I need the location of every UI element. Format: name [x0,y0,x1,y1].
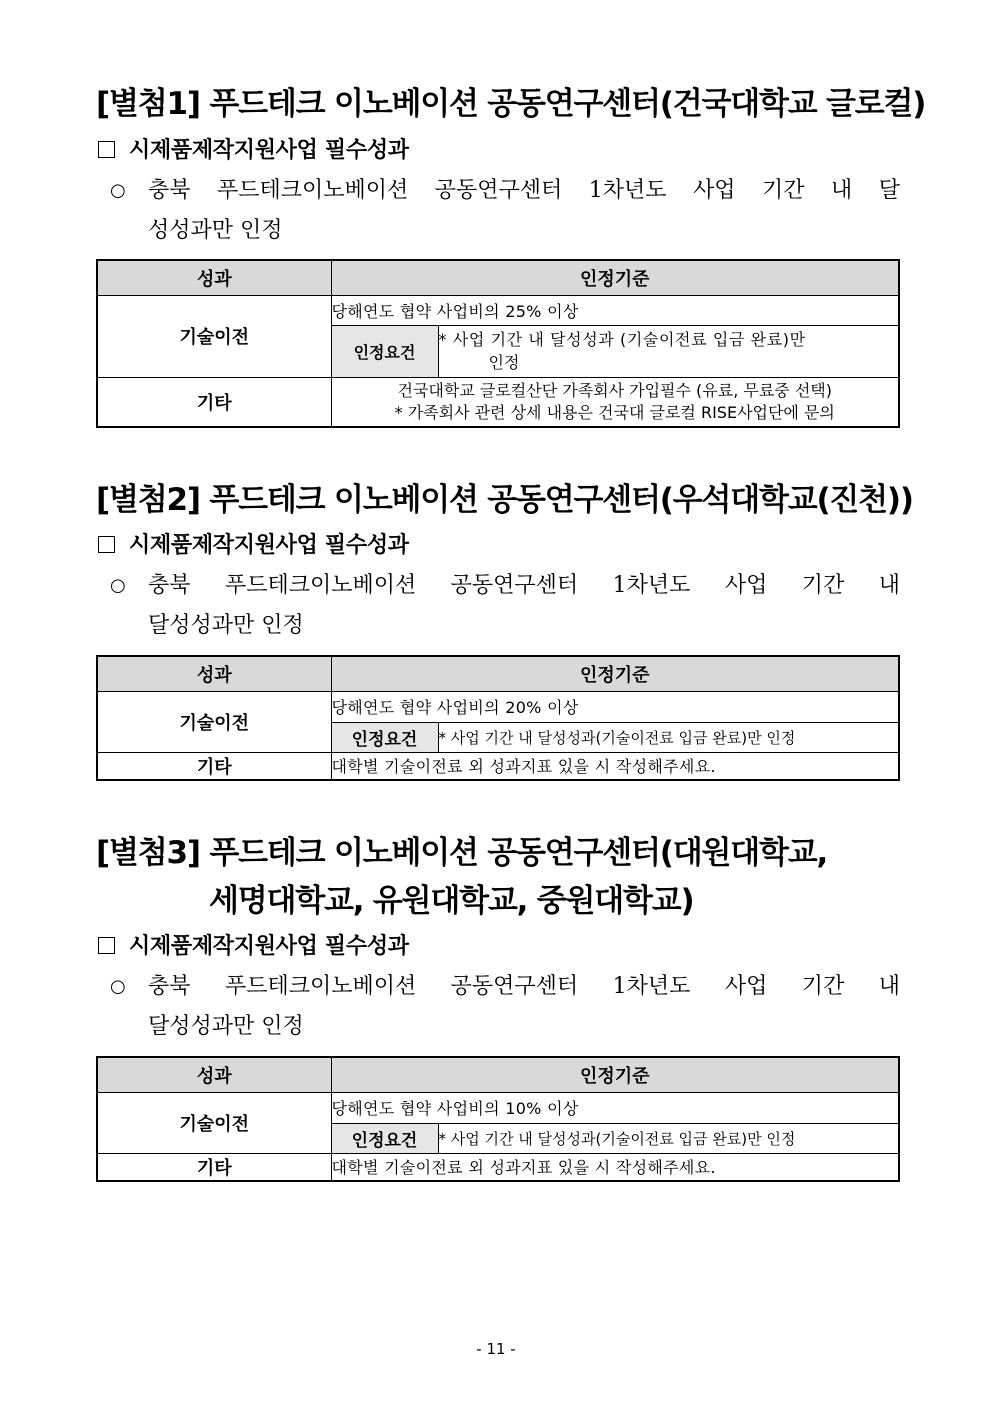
row-label-other: 기타 [97,1153,331,1181]
section-3-title-line2: 세명대학교, 유원대학교, 중원대학교) [209,883,694,919]
row-text-other: 대학별 기술이전료 외 성과지표 있을 시 작성해주세요. [331,1153,899,1181]
section-3-title-line1: [별첨3] 푸드테크 이노베이션 공동연구센터(대원대학교, [96,835,828,871]
row-text-other: 대학별 기술이전료 외 성과지표 있을 시 작성해주세요. [331,752,899,780]
table-header-criteria: 인정기준 [331,1057,899,1092]
section-3-subhead [98,932,409,962]
section-2-table [96,655,900,781]
checkbox-square-icon [98,141,115,158]
other-line1: 건국대학교 글로컬산단 가족회사 가입필수 (유료, 무료중 선택) [397,380,832,400]
row-text-other [331,377,899,427]
row-label-other: 기타 [97,377,331,427]
circle-bullet-icon: ○ [110,976,126,997]
row-label-tech-transfer: 기술이전 [97,295,331,377]
requirement-text: * 사업 기간 내 달성성과(기술이전료 입금 완료)만 인정 [438,722,899,752]
section-3-subhead-text: 시제품제작지원사업 필수성과 [129,934,409,959]
table-header-outcome: 성과 [97,1057,331,1092]
requirement-text-line1: * 사업 기간 내 달성성과 (기술이전료 입금 완료)만 [438,330,806,349]
requirement-text-line2: 인정 [488,353,520,372]
section-2-subhead-text: 시제품제작지원사업 필수성과 [129,533,409,558]
requirement-label: 인정요건 [331,722,438,752]
section-1-table [96,259,900,428]
row-label-other: 기타 [97,752,331,780]
row-text-budget-ratio: 당해연도 협약 사업비의 10% 이상 [331,1092,899,1123]
row-label-tech-transfer: 기술이전 [97,1092,331,1153]
section-1-title: [별첨1] 푸드테크 이노베이션 공동연구센터(건국대학교 글로컬) [96,86,926,122]
section-1-subhead [98,136,409,166]
circle-bullet-icon: ○ [110,180,126,201]
page-number: - 11 - [476,1340,516,1358]
requirement-text: * 사업 기간 내 달성성과(기술이전료 입금 완료)만 인정 [438,1123,899,1153]
checkbox-square-icon [98,937,115,954]
section-1-bullet-line2: 성성과만 인정 [148,218,283,243]
table-header-outcome: 성과 [97,260,331,295]
row-text-budget-ratio: 당해연도 협약 사업비의 25% 이상 [331,295,899,325]
section-3-bullet-line2: 달성성과만 인정 [148,1014,304,1039]
section-1-subhead-text: 시제품제작지원사업 필수성과 [129,138,409,163]
row-label-tech-transfer: 기술이전 [97,691,331,752]
section-1-bullet-line1: 충북 푸드테크이노베이션 공동연구센터 1차년도 사업 기간 내 달 [148,178,900,203]
requirement-label: 인정요건 [331,325,438,377]
table-header-criteria: 인정기준 [331,260,899,295]
table-header-outcome: 성과 [97,656,331,691]
table-header-criteria: 인정기준 [331,656,899,691]
section-2-title: [별첨2] 푸드테크 이노베이션 공동연구센터(우석대학교(진천)) [96,482,913,518]
section-3-bullet-line1: 충북 푸드테크이노베이션 공동연구센터 1차년도 사업 기간 내 [148,974,900,999]
checkbox-square-icon [98,536,115,553]
section-2-subhead [98,531,409,561]
section-3-table [96,1056,900,1182]
circle-bullet-icon: ○ [110,575,126,596]
section-2-bullet-line2: 달성성과만 인정 [148,613,304,638]
other-line2: * 가족회사 관련 상세 내용은 건국대 글로컬 RISE사업단에 문의 [394,402,835,422]
section-2-bullet-line1: 충북 푸드테크이노베이션 공동연구센터 1차년도 사업 기간 내 [148,573,900,598]
requirement-label: 인정요건 [331,1123,438,1153]
row-text-budget-ratio: 당해연도 협약 사업비의 20% 이상 [331,691,899,722]
requirement-text [438,325,899,377]
